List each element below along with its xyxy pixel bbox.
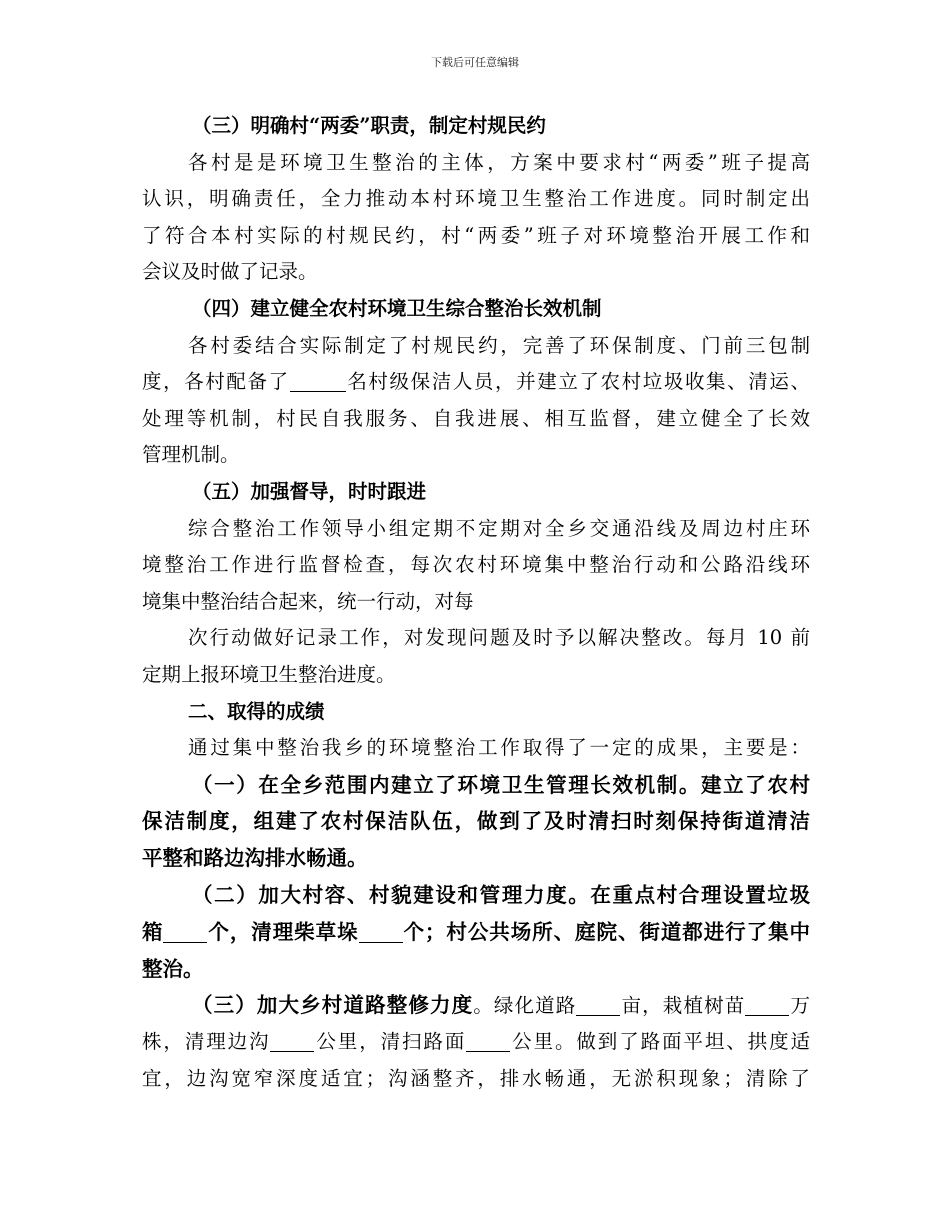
achievement-1-line: （一）在全乡范围内建立了环境卫生管理长效机制。建立了农村 — [192, 772, 810, 797]
paragraph-line: 通过集中整治我乡的环境整治工作取得了一定的成果，主要是： — [188, 736, 810, 760]
achievement-1-line: 平整和路边沟排水畅通。 — [142, 846, 368, 871]
achievement-2-line: （二）加大村容、村貌建设和管理力度。在重点村合理设置垃圾 — [192, 883, 810, 908]
achievement-2-line — [142, 914, 810, 951]
text-fragment: 箱 — [142, 919, 164, 944]
text-fragment: 个；村公共场所、庭院、街道都进行了集中 — [402, 919, 810, 944]
blank-field — [163, 920, 207, 943]
blank-field — [290, 369, 346, 392]
text-fragment: 公里。做到了路面平坦、拱度适 — [510, 1030, 810, 1054]
paragraph-line: 处理等机制，村民自我服务、自我进展、相互监督，建立健全了长效 — [142, 406, 810, 430]
section-heading-3: （三）明确村“两委”职责，制定村规民约 — [192, 114, 546, 137]
paragraph-line: 各村委结合实际制定了村规民约，完善了环保制度、门前三包制 — [188, 333, 810, 357]
part-heading: 二、取得的成绩 — [188, 699, 325, 723]
text-fragment: 。绿化道路 — [473, 994, 577, 1018]
paragraph-line: 综合整治工作领导小组定期不定期对全乡交通沿线及周边村庄环 — [188, 516, 810, 540]
paragraph-line: 次行动做好记录工作，对发现问题及时予以解决整改。每月 10 前 — [188, 626, 810, 650]
paragraph-line: 境集中整治结合起来，统一行动，对每 — [142, 589, 474, 613]
achievement-3-line — [142, 987, 810, 1024]
text-fragment: 度，各村配备了 — [142, 370, 290, 394]
section-heading-4: （四）建立健全农村环境卫生综合整治长效机制 — [192, 296, 602, 320]
achievement-2-line: 整治。 — [142, 956, 204, 981]
text-fragment: 名村级保洁人员，并建立了农村垃圾收集、清运、 — [345, 370, 810, 394]
paragraph-line: 各村是是环境卫生整治的主体，方案中要求村“两委”班子提高 — [188, 150, 810, 174]
text-fragment: 亩，栽植树苗 — [620, 994, 746, 1018]
text-fragment: 个，清理柴草垛 — [207, 919, 359, 944]
paragraph-line — [142, 1024, 810, 1061]
blank-field — [576, 993, 620, 1016]
paragraph-line: 境整治工作进行监督检查，每次农村环境集中整治行动和公路沿线环 — [142, 553, 810, 577]
paragraph-line: 会议及时做了记录。 — [142, 260, 318, 284]
blank-field — [745, 993, 789, 1016]
page-header: 下载后可任意编辑 — [431, 56, 519, 69]
text-fragment: 株，清理边沟 — [142, 1030, 271, 1054]
document-body — [142, 108, 810, 1097]
achievement-1-line: 保洁制度，组建了农村保洁队伍，做到了及时清扫时刻保持街道清洁 — [142, 809, 810, 834]
blank-field — [359, 920, 403, 943]
paragraph-line: 了符合本村实际的村规民约，村“两委”班子对环境整治开展工作和 — [142, 223, 810, 247]
section-heading-5: （五）加强督导，时时跟进 — [192, 479, 427, 503]
paragraph-line: 宜，边沟宽窄深度适宜；沟涵整齐，排水畅通，无淤积现象；清除了 — [142, 1066, 810, 1090]
paragraph-line: 管理机制。 — [142, 443, 240, 467]
text-fragment: 万 — [789, 994, 810, 1018]
paragraph-line: 认识，明确责任，全力推动本村环境卫生整治工作进度。同时制定出 — [142, 187, 810, 211]
blank-field — [466, 1029, 510, 1052]
blank-field — [270, 1029, 314, 1052]
text-fragment: 公里，清扫路面 — [314, 1030, 467, 1054]
paragraph-line: 定期上报环境卫生整治进度。 — [142, 662, 396, 686]
achievement-3-title: （三）加大乡村道路整修力度 — [192, 993, 474, 1018]
paragraph-line — [142, 364, 810, 401]
